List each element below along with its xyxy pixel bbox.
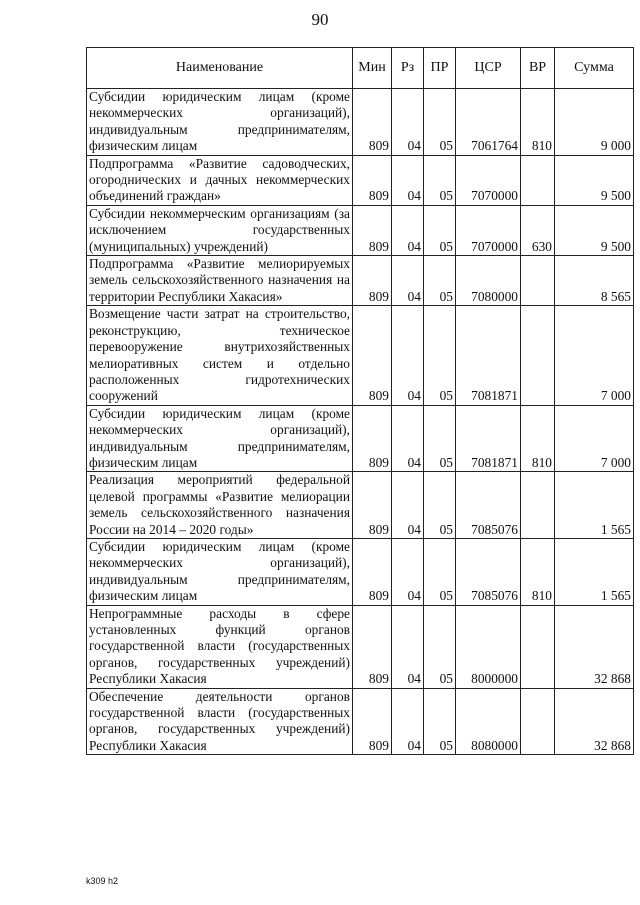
- cell-name: Обеспечение деятельности органов государственной власти (государственных органов, государственных учреждений) Республики Хакасия: [87, 688, 353, 755]
- cell-pr: 05: [424, 405, 456, 472]
- cell-pr: 05: [424, 688, 456, 755]
- cell-sum: 7 000: [555, 405, 634, 472]
- header-csr: ЦСР: [456, 48, 521, 89]
- table-row: [87, 89, 634, 156]
- table-row: [87, 256, 634, 306]
- cell-rz: 04: [392, 155, 424, 205]
- header-pr: ПР: [424, 48, 456, 89]
- cell-vr: 810: [521, 89, 555, 156]
- cell-pr: 05: [424, 472, 456, 539]
- cell-rz: 04: [392, 256, 424, 306]
- cell-pr: 05: [424, 89, 456, 156]
- cell-rz: 04: [392, 538, 424, 605]
- cell-vr: [521, 472, 555, 539]
- cell-min: 809: [353, 688, 392, 755]
- cell-csr: 7081871: [456, 306, 521, 405]
- cell-sum: 8 565: [555, 256, 634, 306]
- cell-min: 809: [353, 205, 392, 255]
- cell-vr: [521, 605, 555, 688]
- cell-name: Возмещение части затрат на строительство, реконструкцию, техническое перевооружение внутрихозяйственных мелиоративных систем и отдельно расположенных гидротехнических сооружений: [87, 306, 353, 405]
- cell-csr: 7085076: [456, 538, 521, 605]
- cell-min: 809: [353, 538, 392, 605]
- cell-csr: 7070000: [456, 155, 521, 205]
- cell-sum: 32 868: [555, 688, 634, 755]
- cell-vr: [521, 688, 555, 755]
- cell-vr: 810: [521, 405, 555, 472]
- cell-sum: 1 565: [555, 538, 634, 605]
- header-name: Наименование: [87, 48, 353, 89]
- cell-sum: 9 000: [555, 89, 634, 156]
- cell-rz: 04: [392, 89, 424, 156]
- cell-vr: [521, 155, 555, 205]
- header-rz: Рз: [392, 48, 424, 89]
- budget-table: [86, 47, 634, 755]
- cell-min: 809: [353, 472, 392, 539]
- cell-pr: 05: [424, 306, 456, 405]
- cell-name: Подпрограмма «Развитие садоводческих, огороднических и дачных некоммерческих объединений граждан»: [87, 155, 353, 205]
- table-row: [87, 155, 634, 205]
- cell-pr: 05: [424, 155, 456, 205]
- cell-csr: 7081871: [456, 405, 521, 472]
- cell-rz: 04: [392, 472, 424, 539]
- page-number: 90: [311, 10, 329, 29]
- cell-min: 809: [353, 306, 392, 405]
- cell-name: Субсидии юридическим лицам (кроме некоммерческих организаций), индивидуальным предпринимателям, физическим лицам: [87, 405, 353, 472]
- cell-sum: 9 500: [555, 155, 634, 205]
- cell-csr: 7070000: [456, 205, 521, 255]
- cell-name: Реализация мероприятий федеральной целевой программы «Развитие мелиорации земель сельскохозяйственного назначения России на 2014 – 2020 годы»: [87, 472, 353, 539]
- cell-sum: 9 500: [555, 205, 634, 255]
- cell-vr: [521, 306, 555, 405]
- cell-pr: 05: [424, 205, 456, 255]
- cell-min: 809: [353, 89, 392, 156]
- cell-name: Субсидии юридическим лицам (кроме некоммерческих организаций), индивидуальным предпринимателям, физическим лицам: [87, 538, 353, 605]
- table-row: [87, 405, 634, 472]
- cell-pr: 05: [424, 256, 456, 306]
- cell-csr: 7061764: [456, 89, 521, 156]
- header-sum: Сумма: [555, 48, 634, 89]
- cell-csr: 7085076: [456, 472, 521, 539]
- cell-min: 809: [353, 405, 392, 472]
- footer-code: k309 h2: [86, 876, 119, 886]
- cell-min: 809: [353, 605, 392, 688]
- cell-csr: 8080000: [456, 688, 521, 755]
- cell-csr: 7080000: [456, 256, 521, 306]
- table-row: [87, 605, 634, 688]
- header-vr: ВР: [521, 48, 555, 89]
- cell-rz: 04: [392, 306, 424, 405]
- cell-pr: 05: [424, 538, 456, 605]
- cell-rz: 04: [392, 688, 424, 755]
- cell-name: Субсидии юридическим лицам (кроме некоммерческих организаций), индивидуальным предпринимателям, физическим лицам: [87, 89, 353, 156]
- table-body: [87, 89, 634, 755]
- table-header-row: [87, 48, 634, 89]
- cell-vr: 630: [521, 205, 555, 255]
- table-row: [87, 306, 634, 405]
- cell-rz: 04: [392, 405, 424, 472]
- cell-sum: 1 565: [555, 472, 634, 539]
- table-row: [87, 472, 634, 539]
- cell-rz: 04: [392, 605, 424, 688]
- table-row: [87, 688, 634, 755]
- cell-name: Подпрограмма «Развитие мелиорируемых земель сельскохозяйственного назначения на территории Республики Хакасия»: [87, 256, 353, 306]
- cell-vr: 810: [521, 538, 555, 605]
- cell-name: Непрограммные расходы в сфере установленных функций органов государственной власти (государственных органов, государственных учреждений) Республики Хакасия: [87, 605, 353, 688]
- cell-sum: 32 868: [555, 605, 634, 688]
- cell-csr: 8000000: [456, 605, 521, 688]
- cell-min: 809: [353, 155, 392, 205]
- table-row: [87, 205, 634, 255]
- cell-vr: [521, 256, 555, 306]
- cell-rz: 04: [392, 205, 424, 255]
- cell-name: Субсидии некоммерческим организациям (за исключением государственных (муниципальных) учреждений): [87, 205, 353, 255]
- header-min: Мин: [353, 48, 392, 89]
- cell-min: 809: [353, 256, 392, 306]
- cell-pr: 05: [424, 605, 456, 688]
- table-row: [87, 538, 634, 605]
- cell-sum: 7 000: [555, 306, 634, 405]
